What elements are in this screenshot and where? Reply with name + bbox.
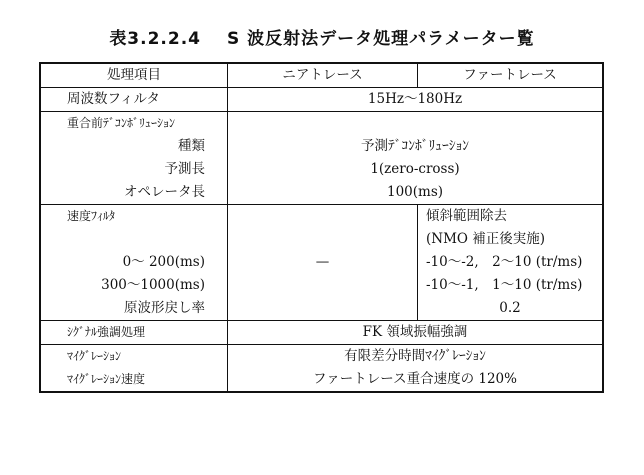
prediction-length-value: 1(zero-cross): [370, 161, 460, 177]
migration-speed-label: ﾏｲｸﾞﾚｰｼｮﾝ速度: [67, 372, 146, 386]
operator-length-label: オペレータ長: [124, 184, 205, 200]
dip-removal-heading: 傾斜範囲除去: [426, 208, 507, 224]
table-row: [41, 87, 602, 111]
far-restore-value: 0.2: [499, 300, 521, 316]
velocity-range-1-label: 0～ 200(ms): [122, 254, 205, 270]
migration-value: 有限差分時間ﾏｲｸﾞﾚｰｼｮﾝ: [344, 348, 486, 364]
near-trace-velocity-value: —: [315, 254, 330, 270]
deconvolution-type-value: 予測ﾃﾞｺﾝﾎﾞﾘｭｰｼｮﾝ: [361, 138, 469, 154]
header-near-trace: ニアトレース: [282, 67, 363, 83]
table-row: [41, 204, 602, 320]
table-header-row: [41, 64, 602, 87]
operator-length-value: 100(ms): [386, 184, 444, 200]
table-title: S 波反射法データ処理パラメーター覧: [227, 29, 535, 49]
prediction-length-label: 予測長: [164, 161, 205, 177]
table-row: [41, 111, 602, 204]
row-label-frequency-filter: 周波数フィルタ: [67, 91, 160, 107]
row-label-signal-enhancement: ｼｸﾞﾅﾙ強調処理: [67, 325, 146, 339]
table-caption: [0, 24, 644, 49]
parameter-table: [39, 62, 604, 393]
restore-ratio-label: 原波形戻し率: [124, 300, 205, 316]
row-label-migration: ﾏｲｸﾞﾚｰｼｮﾝ: [67, 349, 122, 363]
signal-enhancement-value: FK 領域振幅強調: [362, 324, 468, 340]
nmo-note: (NMO 補正後実施): [426, 231, 546, 247]
header-far-trace: ファートレース: [463, 67, 557, 83]
table-row: [41, 320, 602, 344]
far-range-2-value: -10～-1, 1～10 (tr/ms): [426, 277, 583, 293]
row-label-velocity-filter: 速度ﾌｨﾙﾀ: [67, 209, 116, 223]
velocity-range-2-label: 300～1000(ms): [101, 277, 205, 293]
migration-speed-value: ファートレース重合速度の 120%: [313, 371, 517, 387]
header-item: 処理項目: [107, 67, 161, 83]
table-row: [41, 344, 602, 391]
frequency-filter-value: 15Hz～180Hz: [367, 91, 463, 107]
table-number: 表3.2.2.4: [109, 29, 202, 49]
row-label-deconvolution: 重合前ﾃﾞｺﾝﾎﾞﾘｭｰｼｮﾝ: [67, 116, 176, 130]
far-range-1-value: -10～-2, 2～10 (tr/ms): [426, 254, 583, 270]
deconvolution-type-label: 種類: [178, 138, 205, 154]
